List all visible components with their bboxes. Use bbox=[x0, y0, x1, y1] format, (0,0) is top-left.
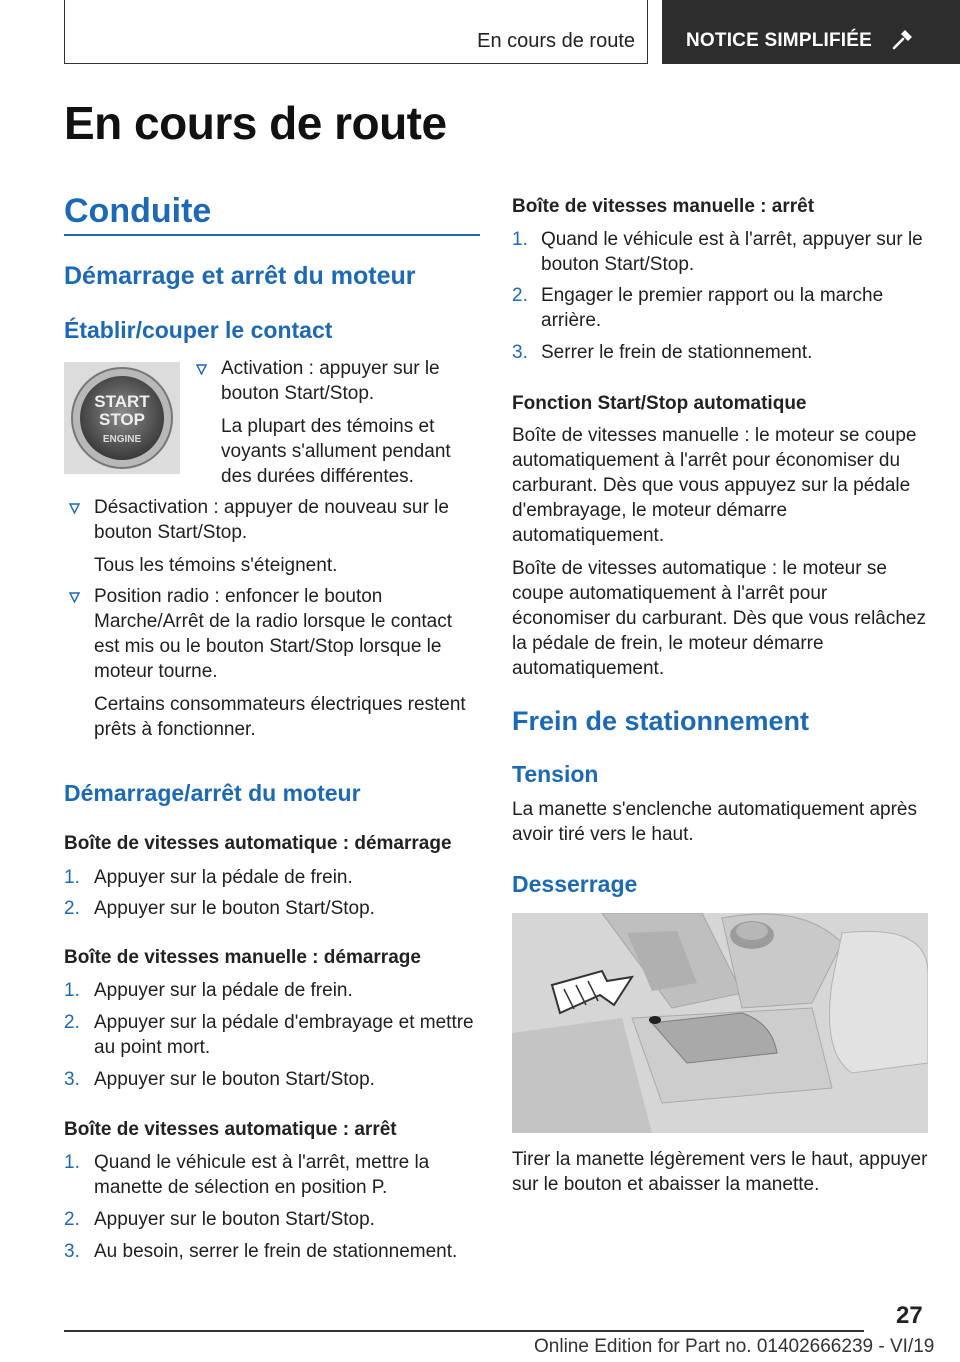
section-title-conduite: Conduite bbox=[64, 192, 212, 230]
bullet-note: La plupart des témoins et voyants s'allument pendant des durées différentes. bbox=[221, 416, 451, 487]
step-number: 3. bbox=[64, 1069, 80, 1090]
start-stop-button-image bbox=[64, 362, 180, 474]
manual-start-heading: Boîte de vitesses manuelle : démarrage bbox=[64, 947, 421, 968]
section-rule bbox=[64, 234, 480, 236]
auto-start-stop-para-1: Boîte de vitesses manuelle : le moteur se coupe automatiquement à l'arrêt pour économiser du carburant. Dès que vous appuyez sur la pédale d'embrayage, le moteur démarre automatiquement. bbox=[512, 425, 917, 546]
bullet-text: Position radio : enfoncer le bouton Marche/Arrêt de la radio lorsque le contact est mis ou le bouton Start/Stop lorsque le moteur tourne. bbox=[94, 586, 453, 682]
step-number: 2. bbox=[64, 898, 80, 919]
stop-label: STOP bbox=[99, 410, 145, 429]
bullet-desactivation bbox=[94, 495, 482, 578]
manual-stop-heading: Boîte de vitesses manuelle : arrêt bbox=[512, 196, 815, 217]
auto-stop-step-1: Quand le véhicule est à l'arrêt, mettre la manette de sélection en position P. bbox=[94, 1152, 430, 1198]
auto-start-stop-para-2: Boîte de vitesses automatique : le moteur se coupe automatiquement à l'arrêt pour économiser du carburant. Dès que vous relâchez la pédale de frein, le moteur démarre automatiquement. bbox=[512, 558, 927, 679]
manual-start-step-2: Appuyer sur la pédale d'embrayage et mettre au point mort. bbox=[94, 1012, 474, 1058]
section-title-frein: Frein de stationnement bbox=[512, 706, 810, 736]
auto-start-heading: Boîte de vitesses automatique : démarrage bbox=[64, 833, 452, 854]
bullet-triangle-icon bbox=[69, 503, 80, 514]
manual-stop-step-1: Quand le véhicule est à l'arrêt, appuyer sur le bouton Start/Stop. bbox=[541, 229, 923, 275]
topic-title-contact: Établir/couper le contact bbox=[64, 317, 333, 343]
header-tab-label: NOTICE SIMPLIFIÉE bbox=[686, 30, 873, 51]
auto-start-stop-heading: Fonction Start/Stop automatique bbox=[512, 393, 807, 414]
manual-start-step-1: Appuyer sur la pédale de frein. bbox=[94, 980, 353, 1001]
chapter-title: En cours de route bbox=[64, 97, 447, 149]
step-number: 2. bbox=[64, 1012, 80, 1033]
bullet-text: Désactivation : appuyer de nouveau sur le bouton Start/Stop. bbox=[94, 497, 449, 543]
start-label: START bbox=[94, 392, 150, 411]
manual-start-step-3: Appuyer sur le bouton Start/Stop. bbox=[94, 1069, 375, 1090]
bullet-activation bbox=[221, 356, 483, 489]
auto-stop-step-2: Appuyer sur le bouton Start/Stop. bbox=[94, 1209, 375, 1230]
manual-stop-step-3: Serrer le frein de stationnement. bbox=[541, 342, 813, 363]
step-number: 1. bbox=[64, 980, 80, 1001]
header-section-title: En cours de route bbox=[477, 30, 635, 52]
handbrake-illustration bbox=[512, 913, 928, 1133]
bullet-note: Tous les témoins s'éteignent. bbox=[94, 555, 338, 576]
step-number: 3. bbox=[512, 342, 528, 363]
auto-stop-step-3: Au besoin, serrer le frein de stationnement. bbox=[94, 1241, 458, 1262]
header-section-box bbox=[64, 0, 648, 64]
topic-title-moteur: Démarrage/arrêt du moteur bbox=[64, 780, 361, 806]
step-number: 2. bbox=[512, 285, 528, 306]
bullet-triangle-icon bbox=[196, 364, 207, 375]
step-number: 1. bbox=[64, 1152, 80, 1173]
auto-start-step-2: Appuyer sur le bouton Start/Stop. bbox=[94, 898, 375, 919]
page-number: 27 bbox=[896, 1302, 923, 1329]
header-tab bbox=[662, 0, 960, 64]
tension-text: La manette s'enclenche automatiquement après avoir tiré vers le haut. bbox=[512, 799, 917, 845]
step-number: 3. bbox=[64, 1241, 80, 1262]
footer-edition: Online Edition for Part no. 01402666239 - VI/19 bbox=[534, 1336, 935, 1357]
manual-stop-step-2: Engager le premier rapport ou la marche arrière. bbox=[541, 285, 884, 331]
desserrage-text: Tirer la manette légèrement vers le haut, appuyer sur le bouton et abaisser la manette. bbox=[512, 1149, 928, 1195]
step-number: 2. bbox=[64, 1209, 80, 1230]
bullet-triangle-icon bbox=[69, 592, 80, 603]
bullet-text: Activation : appuyer sur le bouton Start/Stop. bbox=[221, 358, 440, 404]
start-stop-icon bbox=[64, 362, 180, 474]
topic-title-desserrage: Desserrage bbox=[512, 871, 638, 897]
step-number: 1. bbox=[512, 229, 528, 250]
bullet-note: Certains consommateurs électriques restent prêts à fonctionner. bbox=[94, 694, 466, 740]
topic-title-tension: Tension bbox=[512, 761, 599, 787]
tool-icon bbox=[890, 28, 914, 52]
engine-label: ENGINE bbox=[102, 434, 142, 445]
subsection-title: Démarrage et arrêt du moteur bbox=[64, 262, 416, 290]
auto-stop-heading: Boîte de vitesses automatique : arrêt bbox=[64, 1119, 397, 1140]
bullet-position-radio bbox=[94, 584, 482, 742]
footer-rule bbox=[64, 1330, 864, 1332]
handbrake-image bbox=[512, 913, 928, 1133]
step-number: 1. bbox=[64, 867, 80, 888]
auto-start-step-1: Appuyer sur la pédale de frein. bbox=[94, 867, 353, 888]
